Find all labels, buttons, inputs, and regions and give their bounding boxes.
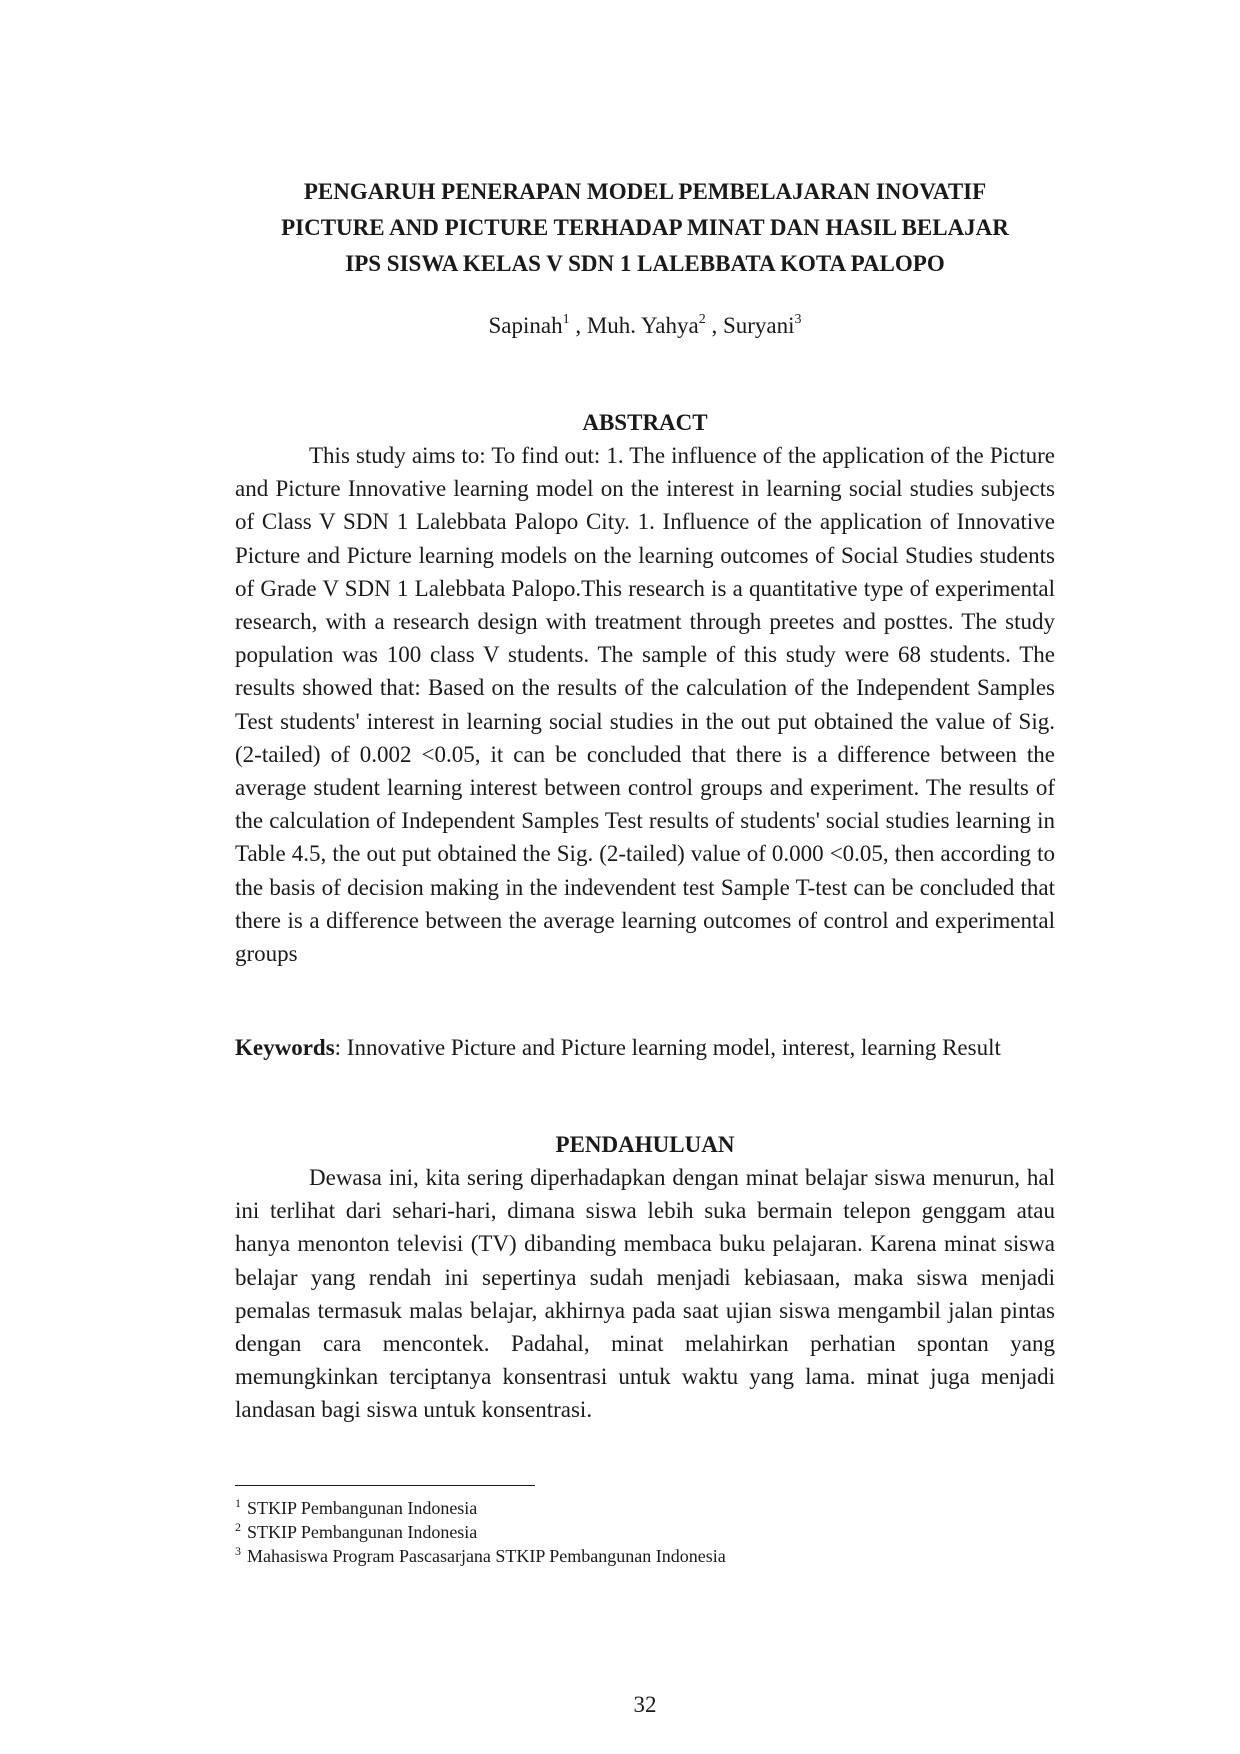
introduction-body [235,1161,1055,1427]
footnote-list [235,1496,1055,1568]
author-mark-2: 2 [698,312,706,327]
footnote-3 [235,1544,1055,1568]
paper-title [200,174,1090,282]
keywords-block [235,1032,1055,1064]
abstract-body [235,439,1055,970]
footnote-text-1: STKIP Pembangunan Indonesia [247,1498,478,1518]
footnote-1 [235,1496,1055,1520]
author-mark-1: 1 [562,312,570,327]
footnote-mark-3: 3 [235,1544,241,1558]
footnote-mark-2: 2 [235,1520,241,1534]
footnote-text-2: STKIP Pembangunan Indonesia [247,1522,478,1542]
title-line-2: PICTURE AND PICTURE TERHADAP MINAT DAN HASIL BELAJAR [281,215,1009,240]
footnote-text-3: Mahasiswa Program Pascasarjana STKIP Pembangunan Indonesia [247,1546,726,1566]
author-name-2: Muh. Yahya [586,313,699,338]
abstract-text: This study aims to: To find out: 1. The influence of the application of the Picture and Picture Innovative learning model on the interest in learning social studies subjects of Class V SDN 1 Lalebbata Palopo City. 1. Influence of the application of Innovative Picture and Picture learning models on the learning outcomes of Social Studies students of Grade V SDN 1 Lalebbata Palopo.This research is a quantitative type of experimental research, with a research design with treatment through preetes and posttes. The study population was 100 class V students. The sample of this study were 68 students. The results showed that: Based on the results of the calculation of the Independent Samples Test students' interest in learning social studies in the out put obtained the value of Sig. (2-tailed) of 0.002 <0.05, it can be concluded that there is a difference between the average student learning interest between control groups and experiment. The results of the calculation of Independent Samples Test results of students' social studies learning in Table 4.5, the out put obtained the Sig. (2-tailed) value of 0.000 <0.05, then according to the basis of decision making in the indevendent test Sample T-test can be concluded that there is a difference between the average learning outcomes of control and experimental groups [235,443,1055,967]
author-mark-3: 3 [794,312,802,327]
keywords-text: : Innovative Picture and Picture learning model, interest, learning Result [334,1035,1001,1060]
title-line-1: PENGARUH PENERAPAN MODEL PEMBELAJARAN INOVATIF [303,179,987,204]
footnote-divider [235,1485,535,1486]
introduction-heading: PENDAHULUAN [555,1132,735,1157]
footnote-mark-1: 1 [235,1496,241,1510]
abstract-heading: ABSTRACT [582,410,708,435]
author-name-3: Suryani [722,313,795,338]
introduction-text: Dewasa ini, kita sering diperhadapkan dengan minat belajar siswa menurun, hal ini terlihat dari sehari-hari, dimana siswa lebih suka bermain telepon genggam atau hanya menonton televisi (TV) dibanding membaca buku pelajaran. Karena minat siswa belajar yang rendah ini sepertinya sudah menjadi kebiasaan, maka siswa menjadi pemalas termasuk malas belajar, akhirnya pada saat ujian siswa mengambil jalan pintas dengan cara mencontek. Padahal, minat melahirkan perhatian spontan yang memungkinkan terciptanya konsentrasi untuk waktu yang lama. minat juga menjadi landasan bagi siswa untuk konsentrasi. [235,1165,1055,1423]
footnote-2 [235,1520,1055,1544]
title-line-3: IPS SISWA KELAS V SDN 1 LALEBBATA KOTA PALOPO [345,251,945,276]
author-list: Sapinah$^1$ , Muh. Yahya$^2$ , Suryani$^3$ [488,312,802,338]
page-number: 32 [633,1692,657,1717]
author-name-1: Sapinah [488,313,563,338]
keywords-label: Keywords [235,1035,335,1060]
